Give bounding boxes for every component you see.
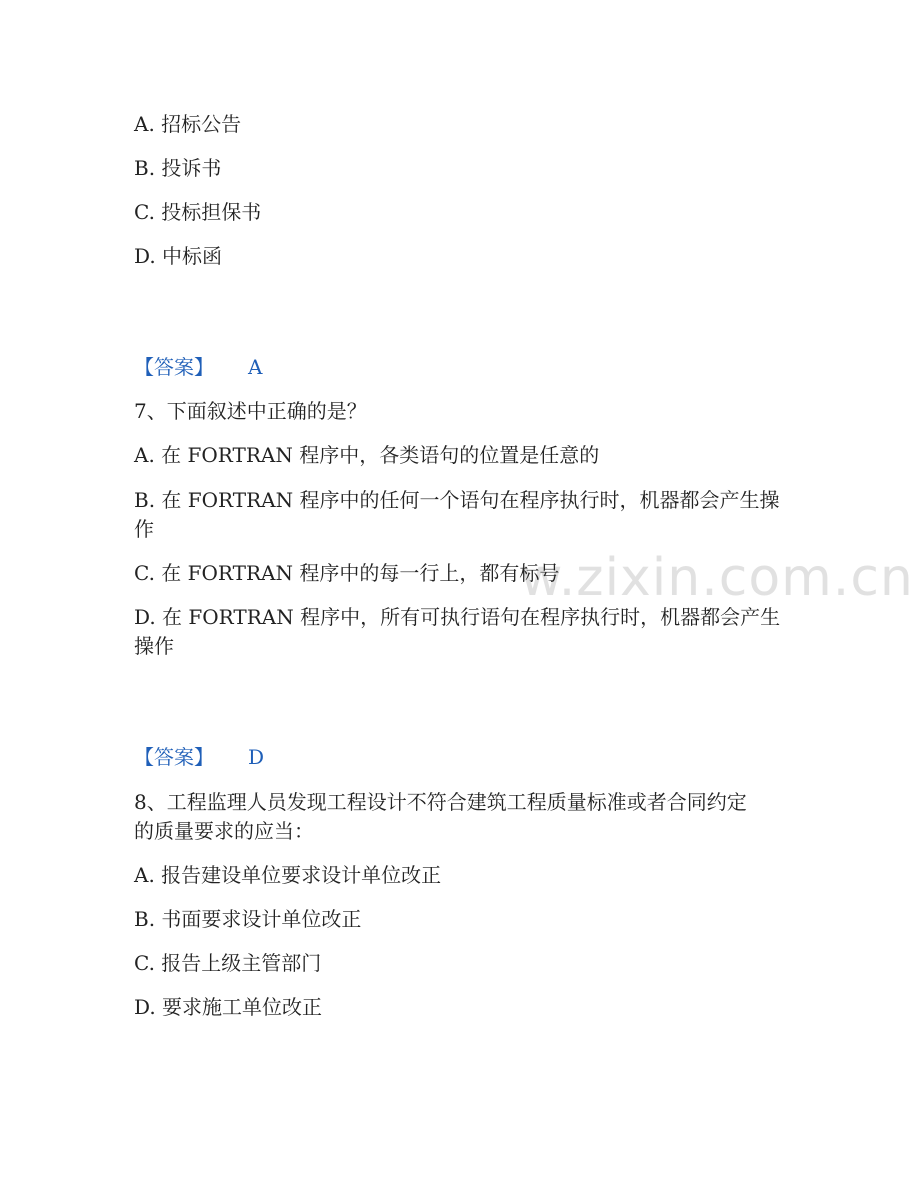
q7-option-a: A. 在 FORTRAN 程序中，各类语句的位置是任意的	[134, 443, 600, 467]
q6-answer-row	[134, 356, 262, 378]
q7-question: 7、下面叙述中正确的是？	[134, 399, 367, 423]
answer-value: D	[248, 745, 265, 769]
q7-option-d: D. 在 FORTRAN 程序中，所有可执行语句在程序执行时，机器都会产生	[134, 605, 781, 629]
answer-label: 【答案】	[134, 355, 214, 379]
q8-question: 8、工程监理人员发现工程设计不符合建筑工程质量标准或者合同约定	[134, 790, 747, 814]
watermark: w.zixin.com.cn	[520, 548, 914, 608]
answer-value: A	[248, 355, 263, 379]
q8-option-c: C. 报告上级主管部门	[134, 951, 322, 975]
q8-option-a: A. 报告建设单位要求设计单位改正	[134, 863, 442, 887]
q6-option-c: C. 投标担保书	[134, 200, 262, 224]
q7-answer-row	[134, 746, 264, 768]
q6-option-b: B. 投诉书	[134, 156, 222, 180]
q7-option-b-continued: 作	[134, 517, 154, 541]
q8-option-d: D. 要求施工单位改正	[134, 995, 323, 1019]
q6-option-a: A. 招标公告	[134, 112, 242, 136]
q6-option-d: D. 中标函	[134, 244, 223, 268]
q7-option-d-continued: 操作	[134, 634, 174, 658]
q8-option-b: B. 书面要求设计单位改正	[134, 907, 362, 931]
q8-question-continued: 的质量要求的应当：	[134, 819, 314, 843]
answer-label: 【答案】	[134, 745, 214, 769]
q7-option-c: C. 在 FORTRAN 程序中的每一行上，都有标号	[134, 561, 560, 585]
q7-option-b: B. 在 FORTRAN 程序中的任何一个语句在程序执行时，机器都会产生操	[134, 488, 780, 512]
